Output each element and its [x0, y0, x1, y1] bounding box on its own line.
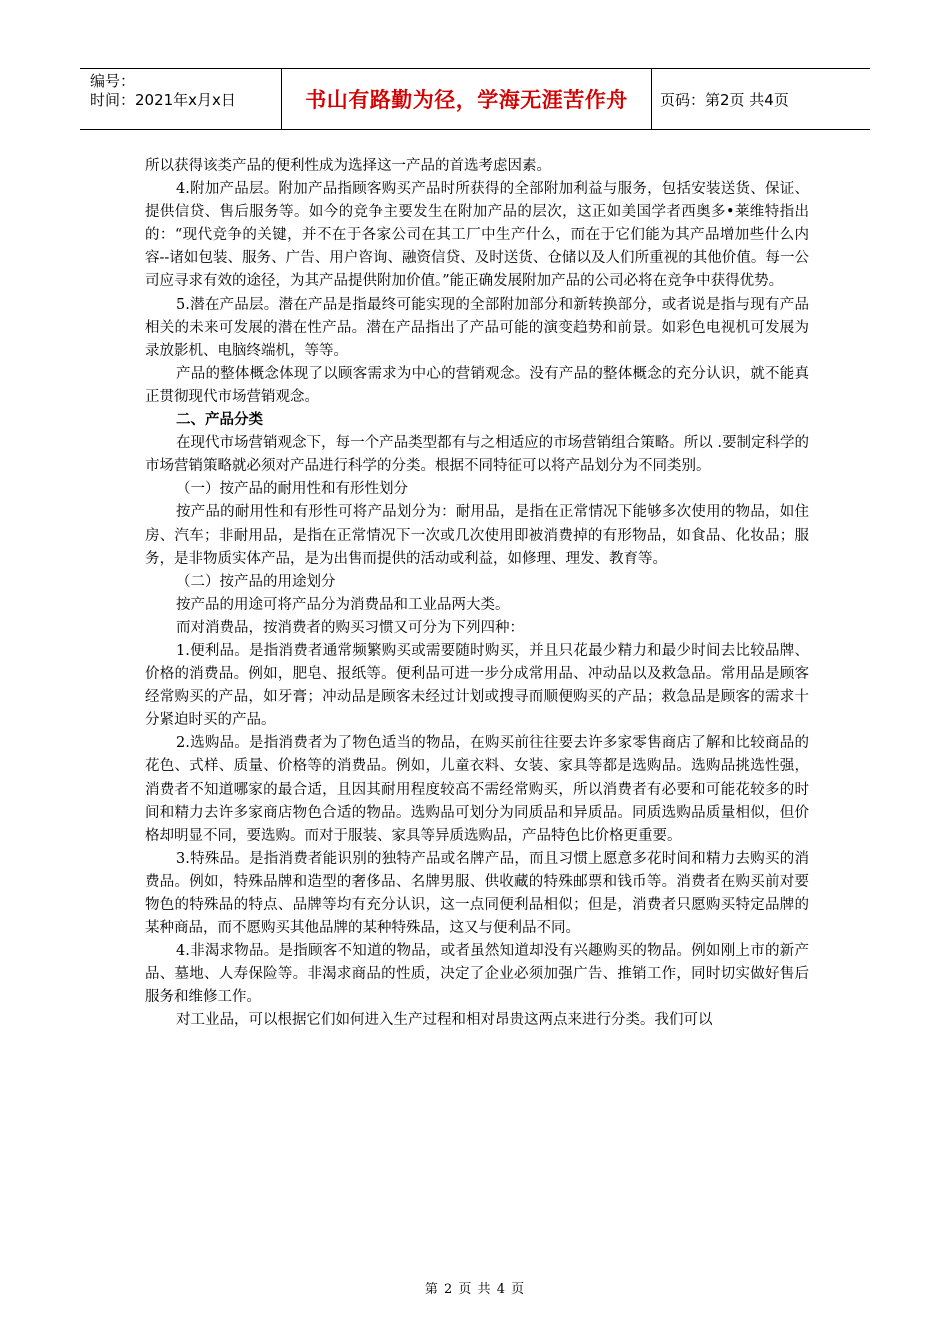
header-page-info: 页码：第2页 共4页	[660, 90, 789, 109]
header-meta	[80, 69, 282, 129]
subsection-heading: （一）按产品的耐用性和有形性划分	[176, 481, 408, 498]
paragraph: 按产品的耐用性和有形性可将产品划分为：耐用品，是指在正常情况下能够多次使用的物品，如住房、汽车；非耐用品，是指在正常情况下一次或几次使用即被消费掉的有形物品，如食品、化妆品；服务，是非物质实体产品，是为出售而提供的活动或利益，如修理、理发、教育等。	[145, 504, 809, 567]
paragraph: 4.非渴求物品。是指顾客不知道的物品，或者虽然知道却没有兴趣购买的物品。例如刚上市的新产品、墓地、人寿保险等。非渴求商品的性质，决定了企业必须加强广告、推销工作，同时切实做好售后服务和维修工作。	[145, 943, 809, 1006]
paragraph: 按产品的用途可将产品分为消费品和工业品两大类。	[176, 596, 510, 613]
paragraph: 2.选购品。是指消费者为了物色适当的物品，在购买前往往要去许多家零售商店了解和比较商品的花色、式样、质量、价格等的消费品。例如，儿童衣料、女装、家具等都是选购品。选购品挑选性强，消费者不知道哪家的最合适，且因其耐用程度较高不需经常购买，所以消费者有必要和可能花较多的时间和精力去许多家商店物色合适的物品。选购品可划分为同质品和异质品。同质选购品质量相似，但价格却明显不同，要选购。而对于服装、家具等异质选购品，产品特色比价格更重要。	[145, 735, 809, 844]
document-body	[145, 155, 809, 1033]
paragraph: 1.便利品。是指消费者通常频繁购买或需要随时购买，并且只花最少精力和最少时间去比较品牌、价格的消费品。例如，肥皂、报纸等。便利品可进一步分成常用品、冲动品以及救急品。常用品是顾客经常购买的产品，如牙膏；冲动品是顾客未经过计划或搜寻而顺便购买的产品；救急品是顾客的需求十分紧迫时买的产品。	[145, 642, 809, 729]
page-header	[80, 68, 870, 130]
doc-number-label: 编号：	[90, 72, 136, 90]
subsection-heading: （二）按产品的用途划分	[176, 573, 336, 590]
paragraph: 3.特殊品。是指消费者能识别的独特产品或名牌产品，而且习惯上愿意多花时间和精力去购买的消费品。例如，特殊品牌和造型的奢侈品、名牌男服、供收藏的特殊邮票和钱币等。消费者在购买前对要物色的特殊品的特点、品牌等均有充分认识，这一点同便利品相似；但是，消费者只愿购买特定品牌的某种商品，而不愿购买其他品牌的某种特殊品，这又与便利品不同。	[145, 850, 809, 937]
doc-time-label: 时间：2021年x月x日	[90, 91, 236, 109]
paragraph: 在现代市场营销观念下，每一个产品类型都有与之相适应的市场营销组合策略。所以 .要制定科学的市场营销策略就必须对产品进行科学的分类。根据不同特征可以将产品划分为不同类别。	[145, 435, 809, 475]
section-heading: 二、产品分类	[176, 412, 263, 429]
paragraph: 产品的整体概念体现了以顾客需求为中心的营销观念。没有产品的整体概念的充分认识，就不能真正贯彻现代市场营销观念。	[145, 365, 809, 405]
paragraph: 4.附加产品层。附加产品指顾客购买产品时所获得的全部附加利益与服务，包括安装送货、保证、提供信贷、售后服务等。如今的竞争主要发生在附加产品的层次，这正如美国学者西奥多•莱维特指出的：“现代竞争的关键，并不在于各家公司在其工厂中生产什么，而在于它们能为其产品增加些什么内容--诸如包装、服务、广告、用户咨询、融资信贷、及时送货、仓储以及人们所重视的其他价值。每一公司应寻求有效的途径，为其产品提供附加价值。”能正确发展附加产品的公司必将在竞争中获得优势。	[145, 181, 809, 290]
paragraph: 而对消费品，按消费者的购买习惯又可分为下列四种：	[176, 619, 524, 636]
page-footer: 第 2 页 共 4 页	[424, 1282, 526, 1297]
paragraph: 5.潜在产品层。潜在产品是指最终可能实现的全部附加部分和新转换部分，或者说是指与现有产品相关的未来可发展的潜在性产品。潜在产品指出了产品可能的演变趋势和前景。如彩色电视机可发展为录放影机、电脑终端机，等等。	[145, 296, 809, 359]
paragraph: 对工业品，可以根据它们如何进入生产过程和相对昂贵这两点来进行分类。我们可以	[176, 1012, 713, 1029]
paragraph: 所以获得该类产品的便利性成为选择这一产品的首选考虑因素。	[145, 158, 551, 174]
header-motto: 书山有路勤为径，学海无涯苦作舟	[282, 69, 652, 129]
